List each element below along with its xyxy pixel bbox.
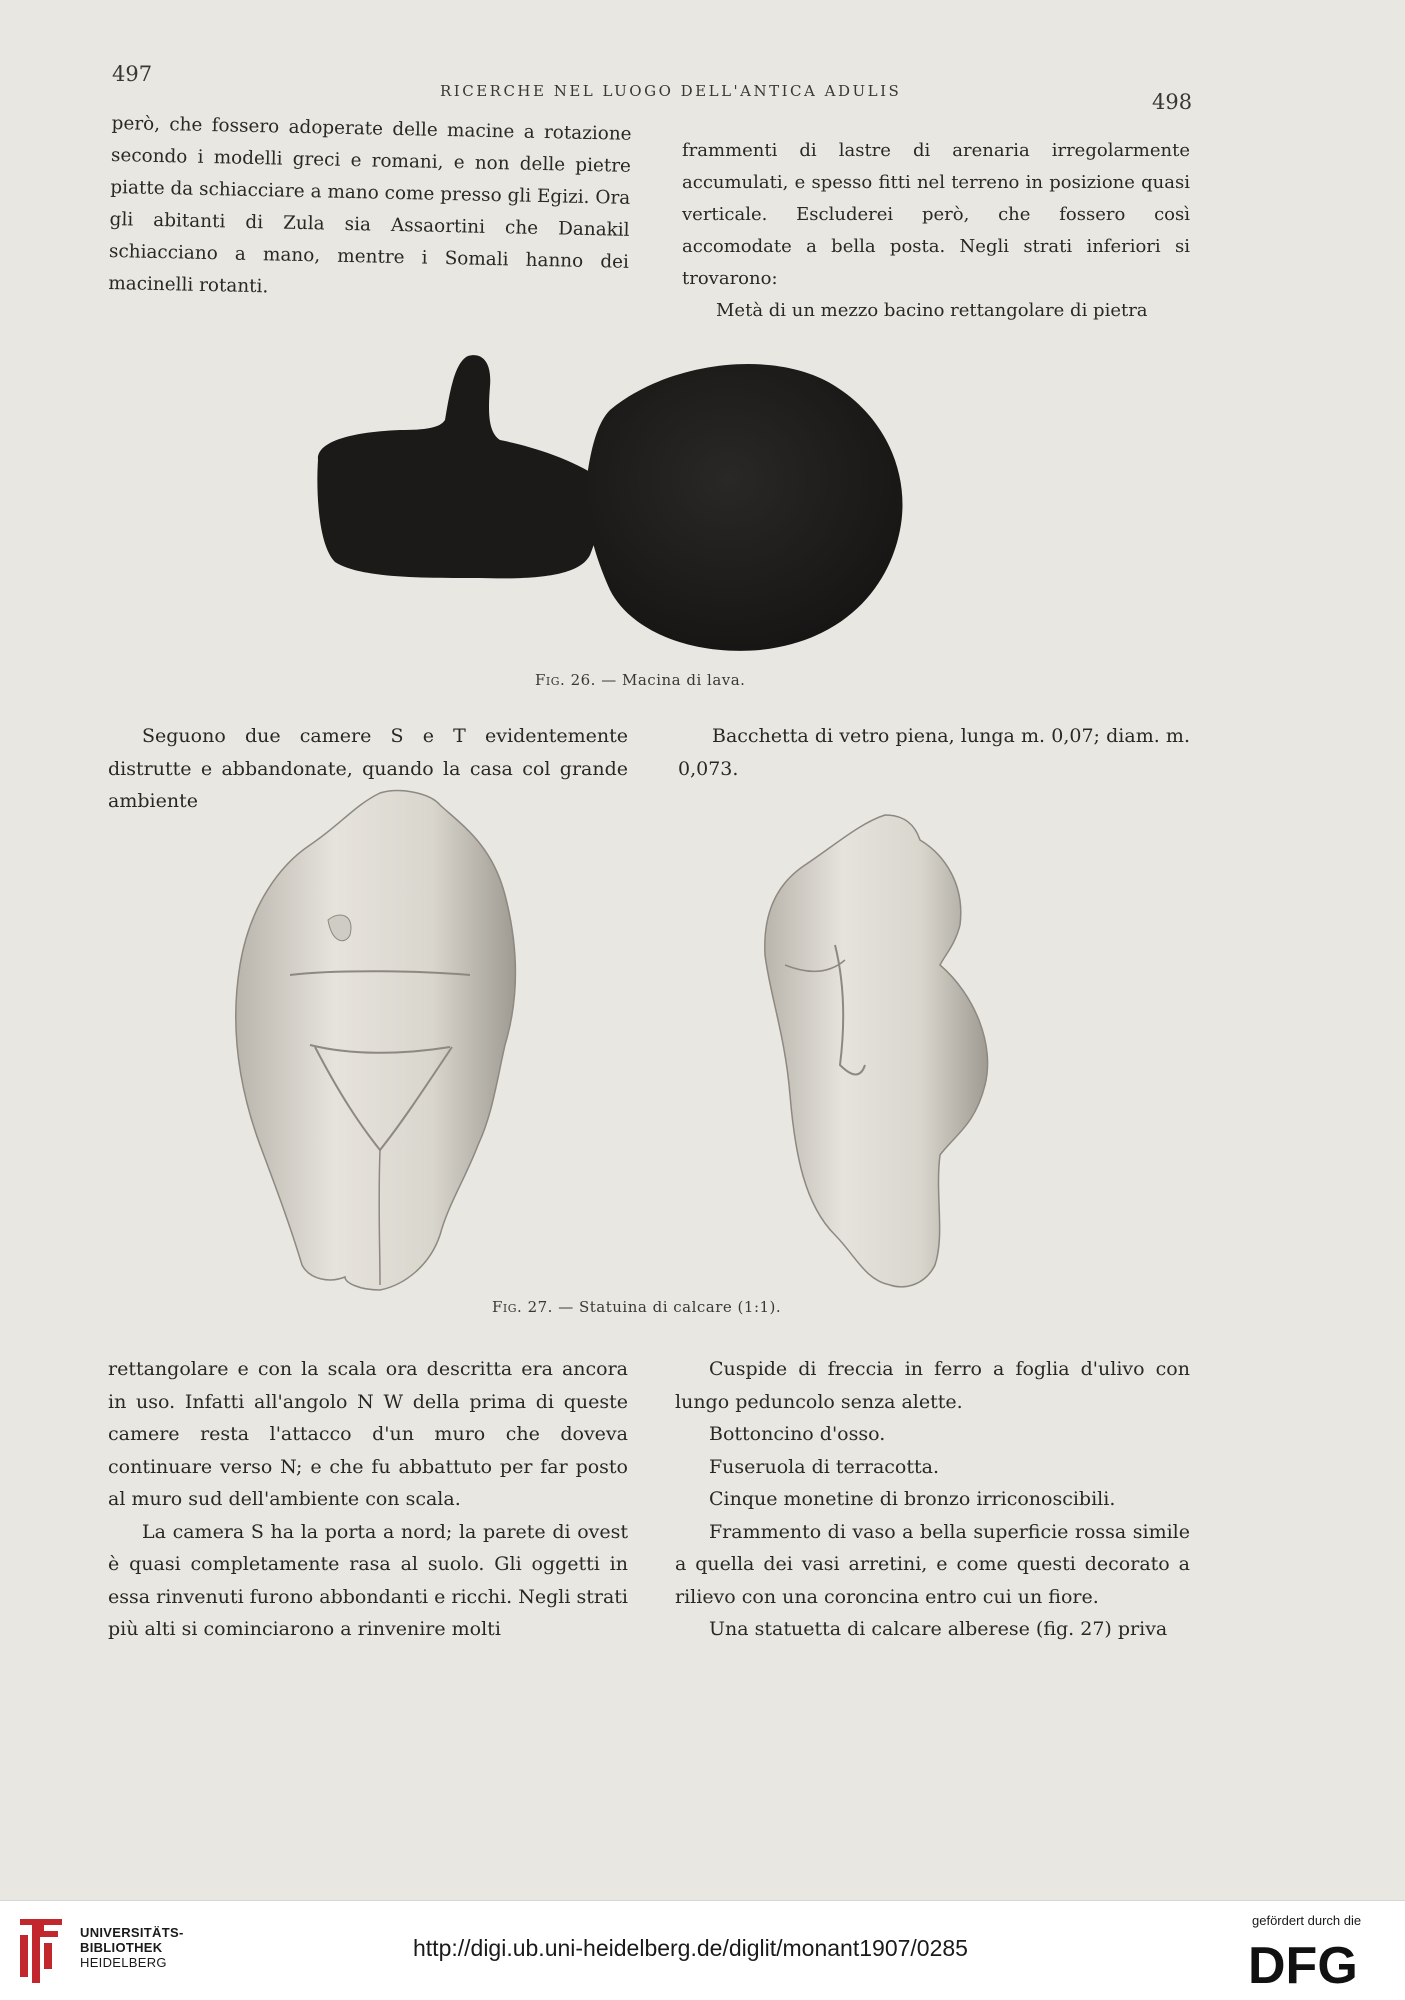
figure-caption-text: — Macina di lava. xyxy=(601,671,746,689)
running-head: RICERCHE NEL LUOGO DELL'ANTICA ADULIS xyxy=(440,82,902,100)
paragraph: Bottoncino d'osso. xyxy=(709,1423,886,1445)
library-name-line: HEIDELBERG xyxy=(80,1955,167,1970)
figure-27-caption xyxy=(492,1298,781,1316)
left-column-bottom xyxy=(108,1353,628,1646)
figure-label: Fig. 27. xyxy=(492,1298,553,1316)
funded-by-label: gefördert durch die xyxy=(1252,1913,1362,1928)
paragraph: Metà di un mezzo bacino rettangolare di pietra xyxy=(716,300,1148,321)
dfg-logo-icon[interactable] xyxy=(1248,1935,1388,1991)
paragraph: Una statuetta di calcare alberese (fig. 27) priva xyxy=(709,1618,1168,1640)
statuette-front-view xyxy=(236,791,516,1290)
figure-26-caption xyxy=(535,671,745,689)
library-name-line: BIBLIOTHEK xyxy=(80,1940,163,1955)
paragraph: Frammento di vaso a bella superficie rossa simile a quella dei vasi arretini, e come questi decorato a rilievo con una coroncina entro cui un fiore. xyxy=(675,1520,1190,1608)
paragraph: Bacchetta di vetro piena, lunga m. 0,07; diam. m. 0,073. xyxy=(678,725,1190,780)
millstone-handle-piece xyxy=(317,355,604,578)
millstone-disc-piece xyxy=(586,364,902,651)
page-number-left: 497 xyxy=(112,62,153,86)
statuette-side-view xyxy=(765,815,988,1287)
paragraph: Fuseruola di terracotta. xyxy=(709,1455,939,1478)
paragraph: però, che fossero adoperate delle macine a rotazione secondo i modelli greci e romani, e non delle pietre piatte da schiacciare a mano come presso gli Egizi. Ora gli abitanti di Zula sia Assaortini che Danakil schiacciano a mano, mentre i Somali hanno dei macinelli rotanti. xyxy=(108,112,632,298)
paragraph: La camera S ha la porta a nord; la parete di ovest è quasi completamente rasa al suolo. Gli oggetti in essa rinvenuti furono abbondanti e ricchi. Negli strati più alti si cominciarono a rinvenire molti xyxy=(108,1520,628,1640)
figure-27-image xyxy=(230,785,1080,1295)
paragraph: Cinque monetine di bronzo irriconoscibili. xyxy=(709,1488,1116,1510)
figure-caption-text: — Statuina di calcare (1:1). xyxy=(558,1298,782,1316)
university-library-logo-icon[interactable] xyxy=(14,1913,70,1989)
figure-label: Fig. 26. xyxy=(535,671,596,689)
right-column-top xyxy=(682,135,1190,327)
library-name[interactable] xyxy=(80,1925,184,1970)
paragraph: Seguono due camere S e T evidentemente distrutte e abbandonate, quando la casa col grande ambiente xyxy=(108,725,628,812)
page-number-right: 498 xyxy=(1152,90,1193,114)
paragraph: frammenti di lastre di arenaria irregolarmente accumulati, e spesso fitti nel terreno in posizione quasi verticale. Escluderei però, che fossero così accomodate a bella posta. Negli strati inferiori si trovarono: xyxy=(682,140,1190,289)
dfg-logo-text: DFG xyxy=(1248,1937,1358,1991)
source-url-link[interactable]: http://digi.ub.uni-heidelberg.de/diglit/monant1907/0285 xyxy=(413,1935,968,1961)
figure-26-image xyxy=(310,350,1010,660)
library-name-line: UNIVERSITÄTS- xyxy=(80,1925,184,1940)
right-column-bottom xyxy=(675,1353,1190,1646)
left-column-top xyxy=(108,108,632,311)
paragraph: Cuspide di freccia in ferro a foglia d'ulivo con lungo peduncolo senza alette. xyxy=(675,1358,1190,1413)
paragraph: rettangolare e con la scala ora descritta era ancora in uso. Infatti all'angolo N W della prima di queste camere resta l'attacco d'un muro che doveva continuare verso N; e che fu abbattuto per far posto al muro sud dell'ambiente con scala. xyxy=(108,1358,628,1510)
digitization-footer xyxy=(0,1900,1405,2000)
right-column-middle xyxy=(678,720,1190,785)
